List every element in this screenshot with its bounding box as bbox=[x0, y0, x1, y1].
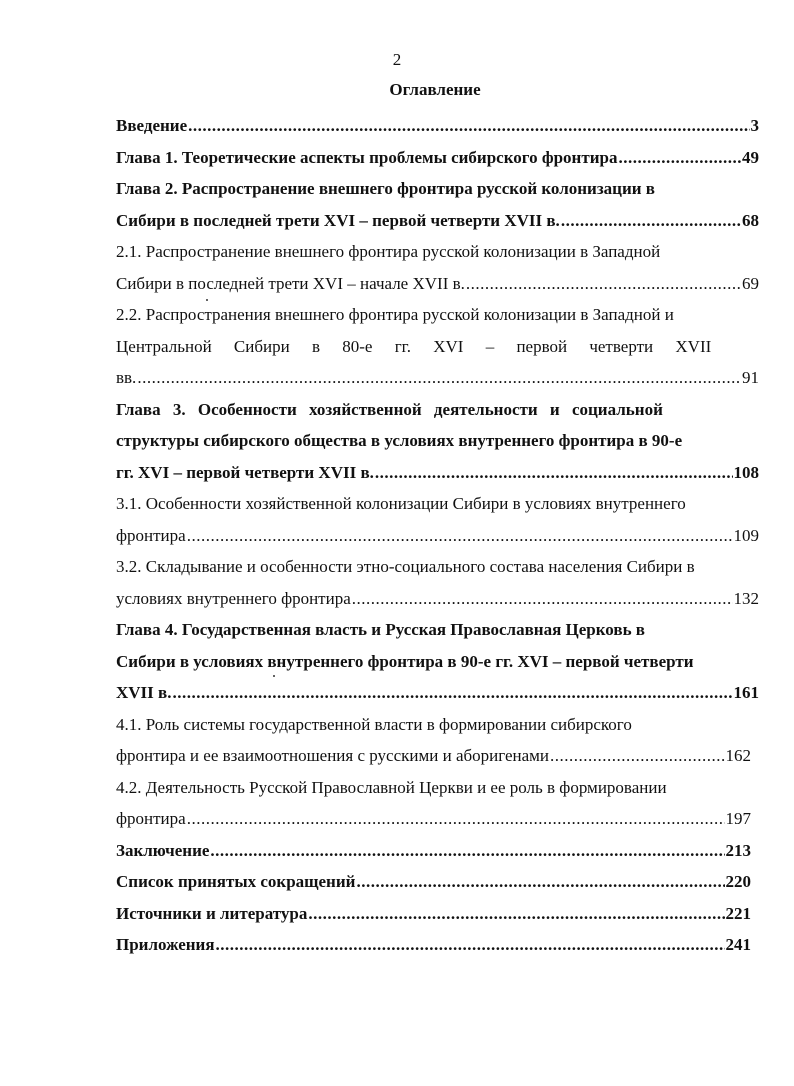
page-number: 2 bbox=[392, 50, 402, 69]
toc-entry-title-line: 2.2. Распространения внешнего фронтира русской колонизации в Западной и bbox=[116, 305, 674, 324]
toc-entry-title-line: Сибири в последней трети XVI – начале XVII в. bbox=[116, 273, 465, 293]
toc-entry-title-line: фронтира bbox=[116, 809, 186, 828]
toc-entry-page: 221 bbox=[725, 903, 751, 923]
toc-entry-title-line: условиях внутреннего фронтира bbox=[116, 588, 351, 608]
toc-entry-page: 109 bbox=[733, 525, 759, 545]
toc-entry-section-4-1 bbox=[116, 709, 759, 772]
toc-entry-title-line: 4.1. Роль системы государственной власти в формировании сибирского bbox=[116, 714, 632, 734]
toc-entry-page: 197 bbox=[725, 809, 751, 828]
toc-entry-section-4-2 bbox=[116, 772, 759, 835]
toc-entry-title-line: Глава 4. Государственная власть и Русская Православная Церковь в bbox=[116, 620, 645, 639]
toc-entry-page: 91 bbox=[742, 368, 759, 387]
toc-entry-page: 68 bbox=[742, 210, 759, 230]
toc-entry-title: Источники и литература bbox=[116, 903, 308, 923]
toc-entry-page: 132 bbox=[733, 588, 759, 608]
toc-entry-title-line: 3.1. Особенности хозяйственной колонизации Сибири в условиях внутреннего bbox=[116, 494, 686, 513]
toc-entry-title-line: 3.2. Складывание и особенности этно-социального состава населения Сибири в bbox=[116, 557, 695, 576]
toc-entry-title-line: Центральной Сибири в 80-е гг. XVI – первой четверти XVII bbox=[116, 336, 712, 356]
toc-entry-title: Приложения bbox=[116, 935, 215, 954]
toc-entry-title: Заключение bbox=[116, 840, 210, 860]
toc-entry-page: 161 bbox=[733, 683, 759, 702]
toc-entry-page: 108 bbox=[733, 462, 759, 482]
toc-entry-title-line: фронтира bbox=[116, 525, 186, 545]
toc-entry-page: 49 bbox=[742, 147, 759, 167]
toc-entry-title-line: 2.1. Распространение внешнего фронтира русской колонизации в Западной bbox=[116, 242, 661, 261]
toc-entry-title-line: вв. bbox=[116, 368, 137, 387]
toc-entry-chapter-3 bbox=[116, 394, 759, 489]
toc-entry-appendix bbox=[116, 929, 751, 961]
page-title: Оглавление bbox=[389, 80, 481, 99]
toc-entry-title-line: Глава 3. Особенности хозяйственной деятельности и социальной bbox=[116, 399, 663, 419]
scan-speck bbox=[273, 675, 275, 677]
toc-entry-title-line: структуры сибирского общества в условиях внутреннего фронтира в 90-е bbox=[116, 431, 683, 450]
toc-entry-intro bbox=[116, 110, 759, 142]
toc-entry-title: Список принятых сокращений bbox=[116, 872, 356, 891]
toc-entry-section-2-2 bbox=[116, 299, 759, 394]
toc-entry-page: 69 bbox=[742, 273, 759, 293]
toc-entry-title: Введение bbox=[116, 116, 188, 135]
toc-entry-abbreviations bbox=[116, 866, 751, 898]
toc-entry-chapter-4 bbox=[116, 614, 759, 709]
toc-entry-title-line: гг. XVI – первой четверти XVII в. bbox=[116, 462, 374, 482]
toc-entry-conclusion bbox=[116, 835, 751, 867]
toc-entry-title-line: Сибири в последней трети XVI – первой четверти XVII в. bbox=[116, 210, 560, 230]
toc-entry-title-line: фронтира и ее взаимоотношения с русскими и аборигенами bbox=[116, 746, 550, 765]
toc-entry-page: 3 bbox=[750, 116, 759, 135]
toc-entry-chapter-1 bbox=[116, 142, 759, 174]
toc-entry-page: 162 bbox=[725, 746, 751, 765]
toc-entry-page: 241 bbox=[725, 935, 751, 954]
toc-entry-section-2-1 bbox=[116, 236, 759, 299]
toc-entry-title-line: XVII в. bbox=[116, 683, 172, 702]
toc-entry-page: 213 bbox=[725, 840, 751, 860]
toc-entry-page: 220 bbox=[725, 872, 751, 891]
toc-entry-section-3-1 bbox=[116, 488, 759, 551]
toc-entry-title-line: 4.2. Деятельность Русской Православной Церкви и ее роль в формировании bbox=[116, 777, 667, 797]
toc-entry-title: Глава 1. Теоретические аспекты проблемы сибирского фронтира bbox=[116, 147, 618, 167]
toc-entry-title-line: Сибири в условиях внутреннего фронтира в 90-е гг. XVI – первой четверти bbox=[116, 651, 694, 671]
scan-speck bbox=[206, 299, 208, 301]
toc-entry-title-line: Глава 2. Распространение внешнего фронтира русской колонизации в bbox=[116, 179, 655, 198]
toc-entry-section-3-2 bbox=[116, 551, 759, 614]
toc-entry-chapter-2 bbox=[116, 173, 759, 236]
toc-entry-sources bbox=[116, 898, 751, 930]
table-of-contents bbox=[116, 110, 759, 961]
